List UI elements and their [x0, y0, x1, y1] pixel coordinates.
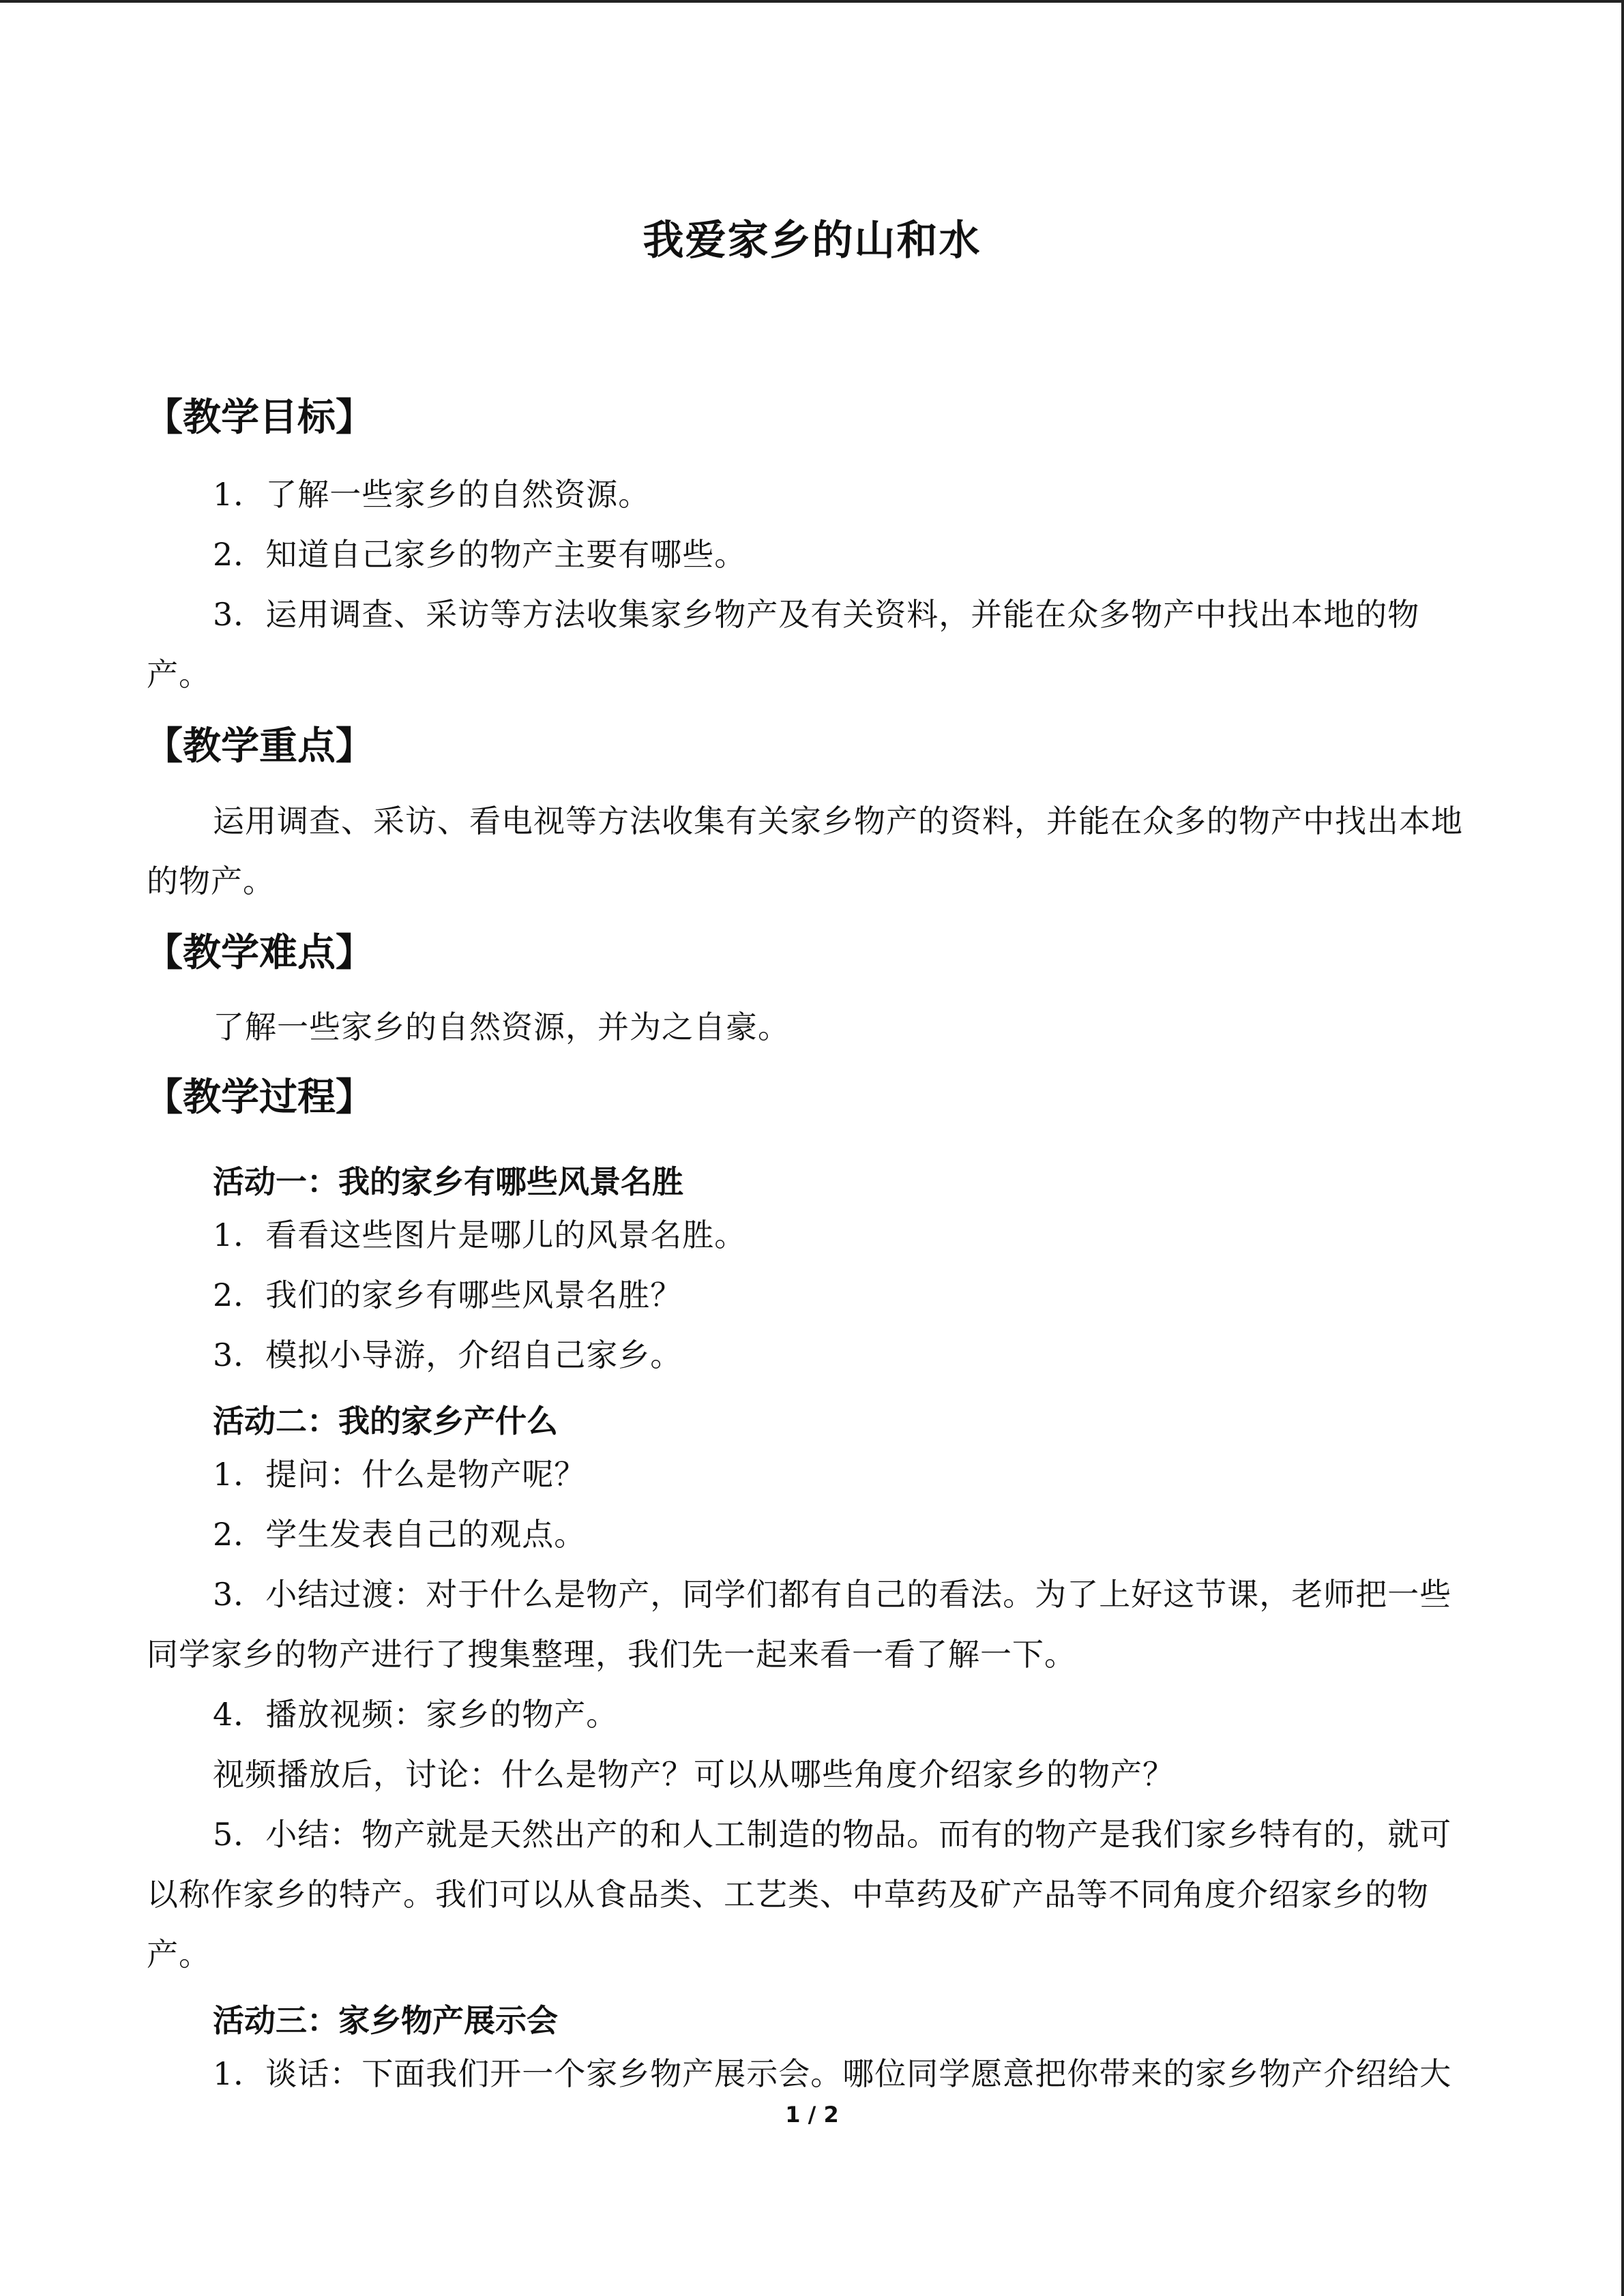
page-title: 我爱家乡的山和水	[643, 217, 981, 265]
difficulties-text: 了解一些家乡的自然资源，并为之自豪。	[213, 1009, 790, 1045]
activity-2-item-1: 1．提问：什么是物产呢？	[213, 1456, 587, 1493]
section-heading-process: 【教学过程】	[145, 1075, 374, 1120]
activity-2-discussion: 视频播放后，讨论：什么是物产？可以从哪些角度介绍家乡的物产？	[213, 1756, 1175, 1793]
activity-2-item-3: 3．小结过渡：对于什么是物产，同学们都有自己的看法。为了上好这节课，老师把一些同学家乡的物产进行了搜集整理，我们先一起来看一看了解一下。	[147, 1576, 1452, 1673]
activity-3-item-1: 1．谈话：下面我们开一个家乡物产展示会。哪位同学愿意把你带来的家乡物产介绍给大	[213, 2055, 1452, 2092]
page-border-right	[1621, 0, 1624, 2296]
activity-1-item-1: 1．看看这些图片是哪儿的风景名胜。	[213, 1217, 747, 1253]
key-points-text: 运用调查、采访、看电视等方法收集有关家乡物产的资料，并能在众多的物产中找出本地的物产。	[147, 803, 1463, 899]
activity-1-item-2: 2．我们的家乡有哪些风景名胜？	[213, 1277, 683, 1313]
page-border-top	[0, 0, 1624, 3]
activity-1-title: 活动一：我的家乡有哪些风景名胜	[213, 1163, 683, 1200]
section-heading-goals: 【教学目标】	[145, 396, 374, 440]
page-number: 1 / 2	[785, 2102, 839, 2128]
activity-2-item-5: 5．小结：物产就是天然出产的和人工制造的物品。而有的物产是我们家乡特有的，就可以称作家乡的特产。我们可以从食品类、工艺类、中草药及矿产品等不同角度介绍家乡的物产。	[147, 1816, 1452, 1973]
activity-1-item-3: 3．模拟小导游，介绍自己家乡。	[213, 1337, 683, 1373]
section-heading-key-points: 【教学重点】	[145, 724, 374, 769]
activity-3-title: 活动三：家乡物产展示会	[213, 2002, 558, 2039]
activity-2-title: 活动二：我的家乡产什么	[213, 1403, 558, 1440]
goal-item-3: 3．运用调查、采访等方法收集家乡物产及有关资料，并能在众多物产中找出本地的物产。	[147, 596, 1420, 693]
section-heading-difficulties: 【教学难点】	[145, 931, 374, 975]
goal-item-1: 1．了解一些家乡的自然资源。	[213, 476, 651, 513]
activity-2-item-4: 4．播放视频：家乡的物产。	[213, 1696, 619, 1733]
activity-2-item-2: 2．学生发表自己的观点。	[213, 1516, 587, 1553]
goal-item-2: 2．知道自己家乡的物产主要有哪些。	[213, 536, 747, 573]
